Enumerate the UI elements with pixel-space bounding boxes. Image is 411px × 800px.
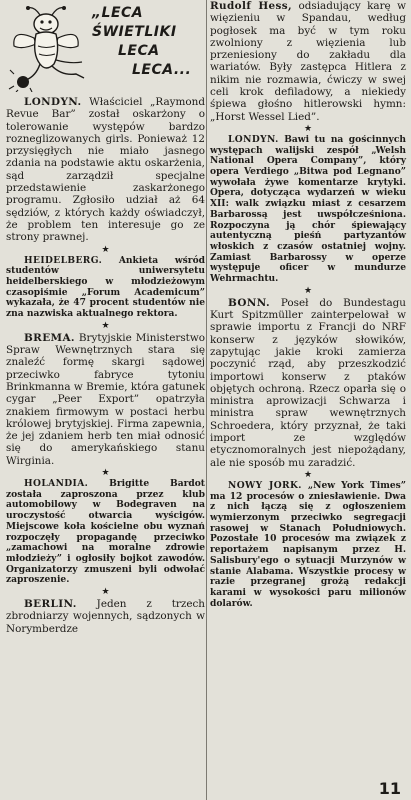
column-title-line-3: LECA... [132,62,192,78]
dateline-bonn: BONN. [228,296,270,309]
firefly-mascot-illustration [6,2,90,92]
news-item-london-opera [210,135,406,285]
left-column [6,0,205,635]
news-text-berlin: Jeden z trzech zbrodniarzy wojennych, sądzonych w Norymberdze [6,598,205,635]
news-text-bonn: Poseł do Bundestagu Kurt Spitzmüller zainterpelował w sprawie importu z Francji do NRF konserw z języków słowików, zapytując jakie kroki zamierza poczynić rząd, aby przeszkodzić importowi konserw z ptaków objętych ochroną. Rzecz oparła się o ministra aprowizacji Schwarza i ministra spraw wewnętrznych Schroedera, który przyznał, że taki import ze względów etycznomoralnych jest niepożądany, ale nie sposób mu zaradzić. [210,296,406,469]
dateline-new-york: NOWY JORK. [228,479,302,491]
dateline-holandia: HOLANDIA. [24,478,89,490]
news-item-hess [210,0,406,123]
separator-star: ★ [303,123,313,134]
column-title-line-1: „LECA ŚWIETLIKI [92,5,177,40]
news-text-new-york: „New York Times” ma 12 procesów o zniesławienie. Dwa z nich łączą się z ogłoszeniem wymierzonym przeciwko segregacji rasowej w Stanach Południowych. Pozostałe 10 procesów ma związek z reportażem napisanym przez H. Salisbury'ego o sytuacji Murzynów w stanie Alabama. Wszystkie procesy w razie przegranej grożą redakcji karami w wysokości paru milionów dolarów. [210,479,406,609]
news-text-london: Właściciel „Raymond Revue Bar” został oskarżony o tolerowanie występów bardzo rozneglizowanych girls. Ponieważ 12 przysięgłych nie miało jasnego zdania na podstawie aktu oskarżenia, sąd zarządził specjalne przedstawienie zaskarżonego programu. Zgłosiło udział aż 64 sędziów, z których każdy oświadczył, że problem ten interesuje go ze strony prawnej. [6,96,205,244]
dateline-heidelberg: HEIDELBERG. [24,254,103,266]
news-item-brema [6,332,205,467]
news-item-heidelberg [6,256,205,320]
right-column [210,0,406,609]
column-divider [206,0,207,800]
news-text-hess: odsiadujący karę w więzieniu w Spandau, według pogłosek ma być w tym roku zwolniony z więzienia lub przeniesiony do zakładu dla wariatów. Były zastępca Hitlera z nikim nie rozmawia, ćwiczy w swej celi krok defiladowy, a niekiedy śpiewa głośno hitlerowski hymn: „Horst Wessel Lied”. [210,0,406,123]
name-hess: Rudolf Hess, [210,0,293,12]
separator-star: ★ [101,468,110,479]
news-text-brema: Brytyjskie Ministerstwo Spraw Wewnętrznych stara się znaleźć formę skargi sądowej przeciwko fabryce tytoniu Brinkmanna w Bremie, która gatunek cygar „Peer Export” opatrzyła znakiem firmowym w postaci herbu królowej brytyjskiej. Firma zapewnia, że jej zdaniem herb ten miał odnosić się do amerykańskiego stanu Wirginia. [6,331,205,467]
separator-star: ★ [303,285,313,296]
news-item-bonn [210,297,406,469]
news-item-berlin [6,598,205,635]
separator-star: ★ [303,469,313,480]
news-item-london [6,96,205,244]
dateline-berlin: BERLIN. [24,598,77,611]
dateline-brema: BREMA. [24,331,75,344]
news-text-holandia: Brigitte Bardot została zaproszona przez klub automobilowy w Bodegraven na uroczystość otwarcia wyścigów. Miejscowe koła kościelne obu wyznań rozpoczęły propagandę przeciwko „zamachowi na moralne zdrowie młodzieży” i ogłosiły bojkot zawodów. Organizatorzy zmuszeni byli odwołać zaproszenie. [6,478,206,586]
dateline-london-opera: LONDYN. [228,133,279,145]
news-item-holandia [6,479,205,586]
page-number: 11 [378,779,401,798]
news-text-london-opera: Bawi tu na gościnnych występach walijski zespół „Welsh National Opera Company”, który opera Verdiego „Bitwa pod Legnano” wywołała żywe komentarze krytyki. Opera, dotycząca wydarzeń w wieku XII: walk związku miast z cesarzem Barbarossą jest uwspółcześniona. Rozpoczyna ją chór śpiewający autentyczną pieśń partyzantów włoskich z czasów ostatniej wojny. Zamiast Barbarossy w operze występuje oficer w mundurze Wehrmachtu. [210,133,406,285]
column-title [92,4,204,80]
news-item-new-york [210,481,406,609]
separator-star: ★ [101,320,110,331]
column-title-line-2: LECA [118,43,160,59]
news-text-heidelberg: Ankieta wśród studentów uniwersytetu heidelberskiego w młodzieżowym czasopiśmie „Forum Academicum” wykazała, że 47 procent studentów nie zna nazwiska aktualnego rektora. [6,254,205,320]
separator-star: ★ [101,244,110,255]
dateline-london: LONDYN. [24,96,82,108]
column-header [6,0,205,96]
separator-star: ★ [101,587,110,598]
